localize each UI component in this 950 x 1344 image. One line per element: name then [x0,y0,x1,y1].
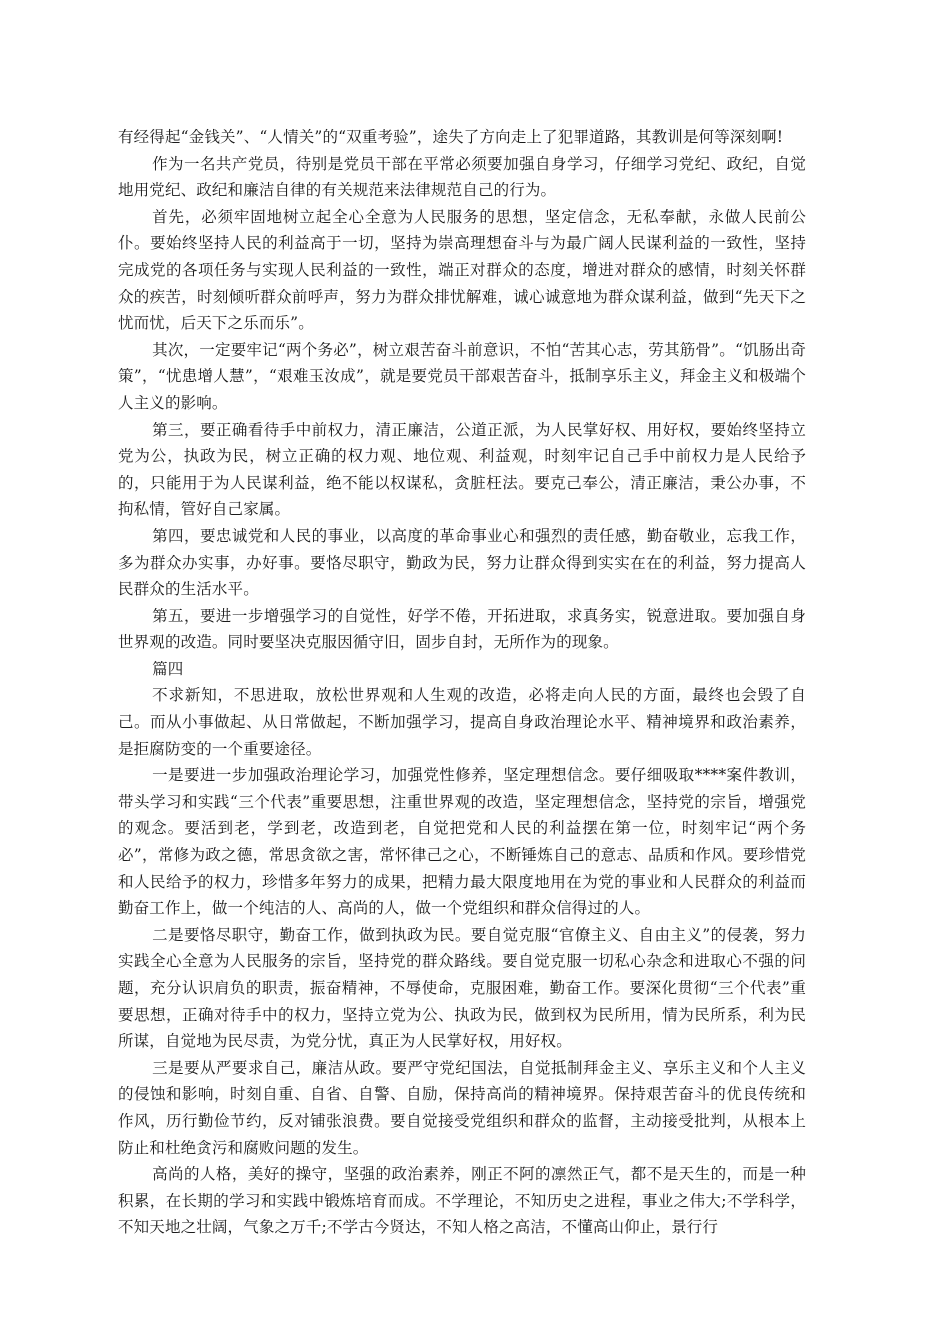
document-page [118,124,806,1241]
paragraph-conclusion: 高尚的人格，美好的操守，坚强的政治素养，刚正不阿的凛然正气，都不是天生的，而是一种积累，在长期的学习和实践中锻炼培育而成。不学理论，不知历史之进程，事业之伟大;不学科学，不知天地之壮阔，气象之万千;不学古今贤达，不知人格之高洁，不懂高山仰止，景行行 [118,1165,806,1237]
paragraph-point-one: 一是要进一步加强政治理论学习，加强党性修养，坚定理想信念。要仔细吸取****案件教训，带头学习和实践“三个代表”重要思想，注重世界观的改造，坚定理想信念，坚持党的宗旨，增强党的观念。要活到老，学到老，改造到老，自觉把党和人民的利益摆在第一位，时刻牢记“两个务必”，常修为政之德，常思贪欲之害，常怀律己之心，不断锤炼自己的意志、品质和作风。要珍惜党和人民给予的权力，珍惜多年努力的成果，把精力最大限度地用在为党的事业和人民群众的利益而勤奋工作上，做一个纯洁的人、高尚的人，做一个党组织和群众信得过的人。 [118,766,806,918]
section-heading: 篇四 [152,659,184,678]
paragraph-fourth: 第四，要忠诚党和人民的事业，以高度的革命事业心和强烈的责任感，勤奋敬业，忘我工作，多为群众办实事，办好事。要恪尽职守，勤政为民，努力让群众得到实实在在的利益，努力提高人民群众的生活水平。 [118,526,806,599]
paragraph-point-two: 二是要恪尽职守，勤奋工作，做到执政为民。要自觉克服“官僚主义、自由主义”的侵袭，努力实践全心全意为人民服务的宗旨，坚持党的群众路线。要自觉克服一切私心杂念和进取心不强的问题，充分认识肩负的职责，振奋精神，不辱使命，克服困难，勤奋工作。要深化贯彻“三个代表”重要思想，正确对待手中的权力，坚持立党为公、执政为民，做到权为民所用，情为民所系，利为民所谋，自觉地为民尽责，为党分忧，真正为人民掌好权，用好权。 [118,925,806,1051]
paragraph-fifth: 第五，要进一步增强学习的自觉性，好学不倦，开拓进取，求真务实，锐意进取。要加强自身世界观的改造。同时要坚决克服因循守旧，固步自封，无所作为的现象。 [118,606,806,652]
paragraph-intro: 不求新知，不思进取，放松世界观和人生观的改造，必将走向人民的方面，最终也会毁了自己。而从小事做起、从日常做起，不断加强学习，提高自身政治理论水平、精神境界和政治素养，是拒腐防变的一个重要途径。 [118,686,806,758]
paragraph-point-three: 三是要从严要求自己，廉洁从政。要严守党纪国法，自觉抵制拜金主义、享乐主义和个人主义的侵蚀和影响，时刻自重、自省、自警、自励，保持高尚的精神境界。保持艰苦奋斗的优良传统和作风，历行勤俭节约，反对铺张浪费。要自觉接受党组织和群众的监督，主动接受批判，从根本上防止和杜绝贪污和腐败问题的发生。 [118,1058,806,1157]
paragraph-first: 首先，必须牢固地树立起全心全意为人民服务的思想，坚定信念，无私奉献，永做人民前公仆。要始终坚持人民的利益高于一切，坚持为崇高理想奋斗与为最广阔人民谋利益的一致性，坚持完成党的各项任务与实现人民利益的一致性，端正对群众的态度，增进对群众的感情，时刻关怀群众的疾苦，时刻倾听群众前呼声，努力为群众排忧解难，诚心诚意地为群众谋利益，做到“先天下之忧而忧，后天下之乐而乐”。 [118,207,806,333]
paragraph-party-member: 作为一名共产党员，待别是党员干部在平常必须要加强自身学习，仔细学习党纪、政纪，自觉地用党纪、政纪和廉洁自律的有关规范来法律规范自己的行为。 [118,154,806,200]
paragraph-continued: 有经得起“金钱关”、“人情关”的“双重考验”，途失了方向走上了犯罪道路，其教训是何等深刻啊! [118,128,784,146]
paragraph-second: 其次，一定要牢记“两个务必”，树立艰苦奋斗前意识，不怕“苦其心志，劳其筋骨”。“饥肠出奇策”，“忧患增人慧”，“艰难玉汝成”，就是要党员干部艰苦奋斗，抵制享乐主义，拜金主义和极端个人主义的影响。 [118,340,806,412]
paragraph-third: 第三，要正确看待手中前权力，清正廉洁，公道正派，为人民掌好权、用好权，要始终坚持立党为公，执政为民，树立正确的权力观、地位观、利益观，时刻牢记自己手中前权力是人民给予的，只能用于为人民谋利益，绝不能以权谋私，贪脏枉法。要克己奉公，清正廉洁，秉公办事，不拘私情，管好自己家属。 [118,420,806,519]
